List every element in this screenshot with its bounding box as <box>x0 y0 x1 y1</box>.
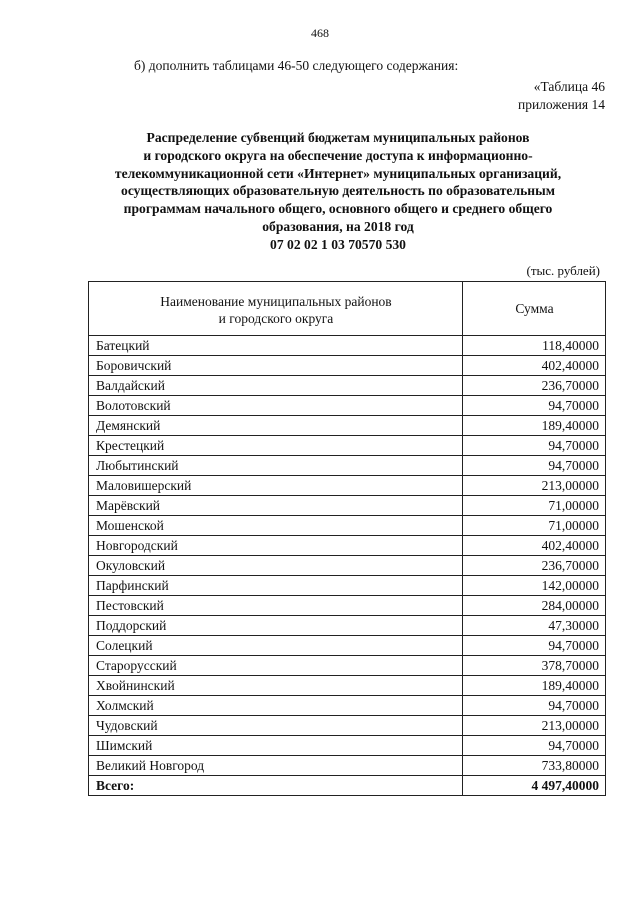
district-name: Боровичский <box>89 356 463 376</box>
table-row <box>89 496 606 516</box>
district-name: Чудовский <box>89 716 463 736</box>
district-name: Шимский <box>89 736 463 756</box>
table-row <box>89 556 606 576</box>
district-sum: 94,70000 <box>463 436 606 456</box>
table-row <box>89 336 606 356</box>
district-name: Любытинский <box>89 456 463 476</box>
title-line: осуществляющих образовательную деятельность по образовательным <box>121 183 555 199</box>
district-name: Марёвский <box>89 496 463 516</box>
title-line: и городского округа на обеспечение доступа к информационно- <box>143 147 533 163</box>
table-reference-line: приложения 14 <box>517 97 605 112</box>
title-line: Распределение субвенций бюджетам муниципальных районов <box>146 130 530 145</box>
district-sum: 118,40000 <box>463 336 606 356</box>
table-row <box>89 616 606 636</box>
intro-text: б) дополнить таблицами 46-50 следующего содержания: <box>134 58 459 73</box>
table-row <box>89 576 606 596</box>
table-header-row <box>89 282 606 336</box>
table-row <box>89 356 606 376</box>
unit-label: (тыс. рублей) <box>526 263 600 278</box>
district-name: Поддорский <box>89 616 463 636</box>
district-sum: 71,00000 <box>463 516 606 536</box>
table-row <box>89 596 606 616</box>
table-row <box>89 676 606 696</box>
table-row <box>89 536 606 556</box>
header-name-line: Наименование муниципальных районов <box>160 293 392 309</box>
page-number: 468 <box>311 26 329 40</box>
table-row <box>89 516 606 536</box>
table-row <box>89 716 606 736</box>
district-sum: 94,70000 <box>463 396 606 416</box>
table-row <box>89 456 606 476</box>
table-reference <box>518 78 605 114</box>
total-label: Всего: <box>89 776 463 796</box>
district-name: Солецкий <box>89 636 463 656</box>
district-sum: 94,70000 <box>463 636 606 656</box>
district-sum: 402,40000 <box>463 356 606 376</box>
table-row <box>89 436 606 456</box>
table-row <box>89 376 606 396</box>
table-reference-line: «Таблица 46 <box>533 79 605 94</box>
subsidy-table <box>88 281 606 796</box>
total-row <box>89 776 606 796</box>
district-name: Старорусский <box>89 656 463 676</box>
district-sum: 402,40000 <box>463 536 606 556</box>
district-sum: 213,00000 <box>463 476 606 496</box>
district-sum: 378,70000 <box>463 656 606 676</box>
district-name: Маловишерский <box>89 476 463 496</box>
district-name: Парфинский <box>89 576 463 596</box>
header-name <box>89 282 463 336</box>
table-row <box>89 636 606 656</box>
district-sum: 733,80000 <box>463 756 606 776</box>
district-sum: 284,00000 <box>463 596 606 616</box>
title-line: программам начального общего, основного общего и среднего общего <box>123 201 553 217</box>
table-row <box>89 656 606 676</box>
district-sum: 236,70000 <box>463 556 606 576</box>
document-title <box>60 129 616 254</box>
district-name: Мошенской <box>89 516 463 536</box>
district-name: Новгородский <box>89 536 463 556</box>
table-row <box>89 396 606 416</box>
title-line: образования, на 2018 год <box>262 218 414 234</box>
table-row <box>89 476 606 496</box>
table-row <box>89 416 606 436</box>
district-name: Демянский <box>89 416 463 436</box>
district-name: Холмский <box>89 696 463 716</box>
district-sum: 142,00000 <box>463 576 606 596</box>
district-sum: 94,70000 <box>463 736 606 756</box>
district-name: Крестецкий <box>89 436 463 456</box>
district-name: Окуловский <box>89 556 463 576</box>
district-name: Волотовский <box>89 396 463 416</box>
table-row <box>89 736 606 756</box>
header-name-line: и городского округа <box>218 310 334 326</box>
district-sum: 189,40000 <box>463 416 606 436</box>
budget-code: 07 02 02 1 03 70570 530 <box>270 236 406 252</box>
district-name: Валдайский <box>89 376 463 396</box>
district-name: Пестовский <box>89 596 463 616</box>
district-name: Батецкий <box>89 336 463 356</box>
total-sum: 4 497,40000 <box>463 776 606 796</box>
district-name: Хвойнинский <box>89 676 463 696</box>
header-sum: Сумма <box>463 282 606 336</box>
district-name: Великий Новгород <box>89 756 463 776</box>
title-line: телекоммуникационной сети «Интернет» муниципальных организаций, <box>114 165 562 181</box>
district-sum: 236,70000 <box>463 376 606 396</box>
district-sum: 71,00000 <box>463 496 606 516</box>
district-sum: 47,30000 <box>463 616 606 636</box>
district-sum: 94,70000 <box>463 696 606 716</box>
district-sum: 213,00000 <box>463 716 606 736</box>
district-sum: 94,70000 <box>463 456 606 476</box>
table-row <box>89 756 606 776</box>
table-row <box>89 696 606 716</box>
district-sum: 189,40000 <box>463 676 606 696</box>
